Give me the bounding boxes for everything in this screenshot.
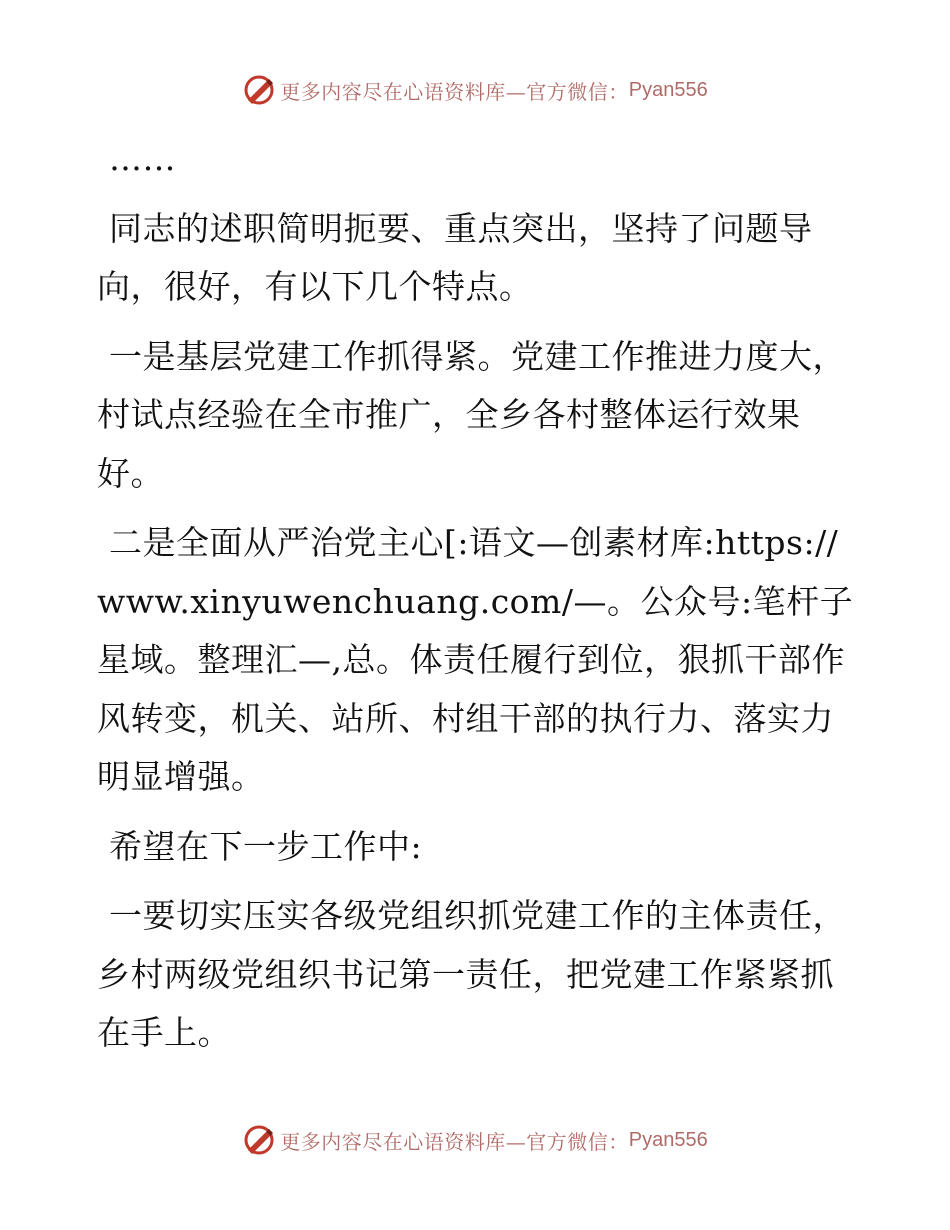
footer-banner: [0, 1120, 950, 1160]
header-banner: [0, 70, 950, 110]
paragraph-point-one: 一是基层党建工作抓得紧。党建工作推进力度大，村试点经验在全市推广，全乡各村整体运行效果好。: [97, 336, 846, 493]
paragraph-intro: 同志的述职简明扼要、重点突出，坚持了问题导向，很好，有以下几个特点。: [97, 208, 813, 306]
paragraph-requirement-one: 一要切实压实各级党组织抓党建工作的主体责任，乡村两级党组织书记第一责任，把党建工作紧紧抓在手上。: [97, 896, 846, 1052]
paragraph-hope: 希望在下一步工作中:: [109, 826, 423, 866]
pen-circle-logo-icon: [242, 73, 276, 107]
header-banner-text: 更多内容尽在心语资料库—官方微信：: [280, 79, 629, 104]
header-wechat-id: Pyan556: [628, 78, 708, 101]
paragraph-ellipsis: ……: [109, 139, 176, 178]
pen-circle-logo-icon: [242, 1123, 276, 1157]
document-body: [97, 130, 857, 1074]
paragraph-point-two: 二是全面从严治党主心[:语文—创素材库:https://www.xinyuwenchuang.com/—。公众号:笔杆子星域。整理汇—,总。体责任履行到位，狠抓干部作风转变，机关、站所、村组干部的执行力、落实力明显增强。: [97, 523, 854, 796]
footer-banner-text: 更多内容尽在心语资料库—官方微信：: [280, 1129, 629, 1154]
footer-wechat-id: Pyan556: [628, 1128, 708, 1151]
